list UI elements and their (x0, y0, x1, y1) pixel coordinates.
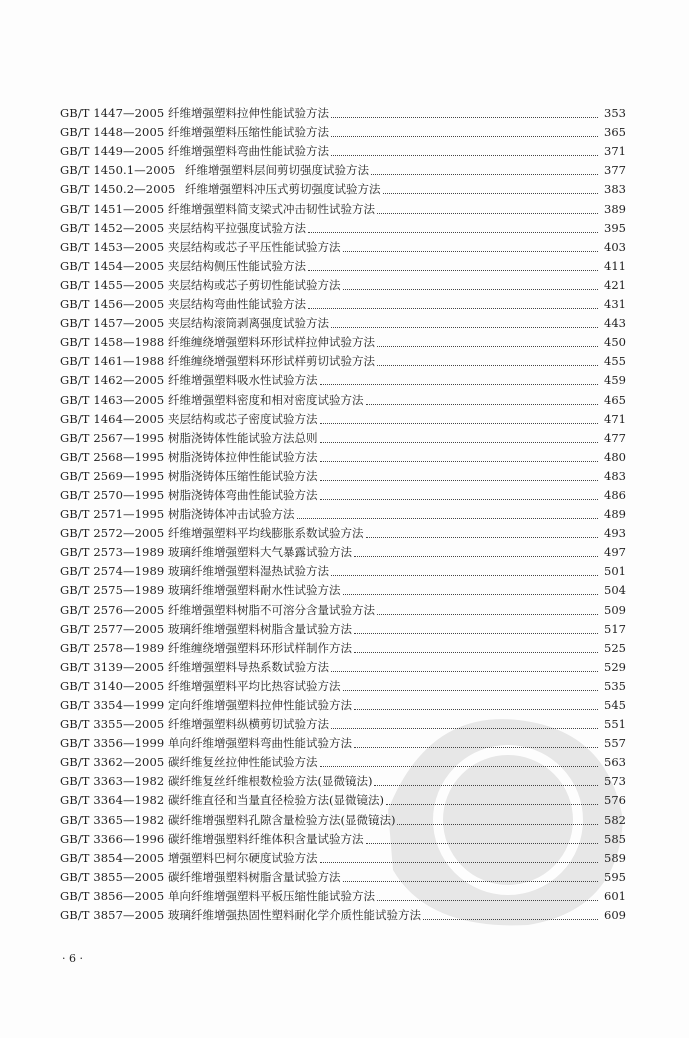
toc-entry (60, 830, 626, 849)
page-ref: 529 (604, 659, 626, 674)
standard-code: GB/T 3354—1999 (60, 698, 165, 712)
toc-entry (60, 696, 626, 715)
page-ref: 601 (604, 888, 626, 903)
toc-entry (60, 753, 626, 772)
page-ref: 377 (604, 163, 626, 178)
dot-leader (331, 154, 598, 156)
page-ref: 589 (604, 850, 626, 865)
page-ref: 489 (604, 507, 626, 522)
toc-entry (60, 295, 626, 314)
standard-title: 纤维增强塑料冲压式剪切强度试验方法 (185, 182, 381, 197)
standard-code: GB/T 1448—2005 (60, 125, 165, 140)
standard-title: 夹层结构平拉强度试验方法 (168, 220, 306, 235)
toc-entry (60, 715, 626, 734)
page-number: · 6 · (62, 952, 83, 965)
page-ref: 465 (604, 392, 626, 407)
standard-code: GB/T 1452—2005 (60, 220, 165, 235)
toc-entry (60, 333, 626, 352)
dot-leader (366, 536, 599, 538)
toc-entry (60, 467, 626, 486)
page-ref: 459 (604, 373, 626, 388)
standard-title: 纤维增强塑料纵横剪切试验方法 (168, 717, 329, 732)
page-ref: 421 (604, 277, 626, 292)
dot-leader (354, 651, 598, 653)
toc-entry (60, 620, 626, 639)
toc-entry (60, 314, 626, 333)
standard-title: 纤维增强塑料压缩性能试验方法 (168, 125, 329, 140)
dot-leader (320, 861, 599, 863)
page-ref: 480 (604, 449, 626, 464)
standard-code: GB/T 2571—1995 (60, 507, 165, 522)
standard-title: 玻璃纤维增强塑料湿热试验方法 (168, 564, 329, 579)
dot-leader (297, 517, 599, 519)
standard-title: 玻璃纤维增强塑料耐水性试验方法 (168, 583, 341, 598)
standard-title: 夹层结构弯曲性能试验方法 (168, 297, 306, 312)
toc-entry (60, 410, 626, 429)
toc-entry (60, 142, 626, 161)
page-ref: 525 (604, 640, 626, 655)
dot-leader (377, 212, 598, 214)
standard-title: 纤维增强塑料平均比热容试验方法 (168, 678, 341, 693)
standard-title: 夹层结构或芯子密度试验方法 (168, 411, 318, 426)
standard-title: 纤维增强塑料吸水性试验方法 (168, 373, 318, 388)
dot-leader (343, 593, 599, 595)
page-ref: 493 (604, 526, 626, 541)
standard-code: GB/T 3854—2005 (60, 850, 165, 865)
standard-code: GB/T 1450.2—2005 (60, 182, 176, 197)
dot-leader (354, 632, 598, 634)
standard-code: GB/T 2574—1989 (60, 564, 165, 579)
dot-leader (343, 288, 599, 290)
standard-title: 碳纤维直径和当量直径检验方法(显微镜法) (168, 793, 384, 808)
toc-entry (60, 849, 626, 868)
page-ref: 383 (604, 182, 626, 197)
page-ref: 353 (604, 106, 626, 121)
page-ref: 443 (604, 316, 626, 331)
dot-leader (374, 784, 598, 786)
page-ref: 504 (604, 583, 626, 598)
standard-title: 纤维缠绕增强塑料环形试样制作方法 (168, 640, 352, 655)
standard-code: GB/T 2575—1989 (60, 583, 165, 598)
toc-entry (60, 486, 626, 505)
standard-code: GB/T 3355—2005 (60, 717, 165, 732)
page-ref: 576 (604, 793, 626, 808)
standard-title: 夹层结构侧压性能试验方法 (168, 258, 306, 273)
standard-code: GB/T 3364—1982 (60, 793, 165, 808)
dot-leader (386, 803, 598, 805)
dot-leader (320, 765, 599, 767)
page-ref: 403 (604, 239, 626, 254)
dot-leader (377, 899, 598, 901)
standard-code: GB/T 1457—2005 (60, 316, 165, 331)
standard-title: 纤维增强塑料弯曲性能试验方法 (168, 144, 329, 159)
page-ref: 609 (604, 908, 626, 923)
toc-entry (60, 199, 626, 218)
page-ref: 395 (604, 220, 626, 235)
standard-title: 单向纤维增强塑料平板压缩性能试验方法 (168, 888, 375, 903)
standard-code: GB/T 2569—1995 (60, 468, 165, 483)
page-ref: 551 (604, 717, 626, 732)
toc-entry (60, 543, 626, 562)
toc-entry (60, 906, 626, 925)
toc-entry (60, 505, 626, 524)
standard-code: GB/T 1449—2005 (60, 144, 165, 159)
standard-title: 定向纤维增强塑料拉伸性能试验方法 (168, 698, 352, 712)
toc-entry (60, 429, 626, 448)
dot-leader (331, 727, 598, 729)
toc-entry (60, 868, 626, 887)
page-ref: 585 (604, 831, 626, 846)
standard-title: 纤维增强塑料树脂不可溶分含量试验方法 (168, 602, 375, 617)
dot-leader (366, 842, 599, 844)
dot-leader (343, 689, 599, 691)
standard-code: GB/T 1462—2005 (60, 373, 165, 388)
dot-leader (423, 918, 598, 920)
standard-code: GB/T 2576—2005 (60, 602, 165, 617)
standard-code: GB/T 2573—1989 (60, 545, 165, 560)
standard-code: GB/T 2572—2005 (60, 526, 165, 541)
standard-title: 树脂浇铸体性能试验方法总则 (168, 430, 318, 445)
standard-code: GB/T 1461—1988 (60, 354, 165, 369)
standard-title: 夹层结构或芯子剪切性能试验方法 (168, 277, 341, 292)
dot-leader (320, 422, 599, 424)
standard-code: GB/T 1450.1—2005 (60, 163, 176, 178)
page-ref: 573 (604, 774, 626, 789)
standard-title: 碳纤维复丝拉伸性能试验方法 (168, 755, 318, 770)
standard-title: 纤维缠绕增强塑料环形试样剪切试验方法 (168, 354, 375, 369)
page-ref: 557 (604, 736, 626, 751)
dot-leader (331, 670, 598, 672)
standard-code: GB/T 3139—2005 (60, 659, 165, 674)
standard-code: GB/T 3356—1999 (60, 736, 165, 751)
dot-leader (308, 307, 598, 309)
page-ref: 450 (604, 335, 626, 350)
page-ref: 371 (604, 144, 626, 159)
dot-leader (343, 880, 599, 882)
dot-leader (320, 383, 599, 385)
standard-title: 碳纤维复丝纤维根数检验方法(显微镜法) (168, 774, 373, 789)
standard-title: 夹层结构滚筒剥离强度试验方法 (168, 316, 329, 331)
standard-title: 纤维增强塑料平均线膨胀系数试验方法 (168, 526, 364, 541)
standard-code: GB/T 3140—2005 (60, 678, 165, 693)
page-ref: 486 (604, 487, 626, 502)
page-ref: 509 (604, 602, 626, 617)
toc-entry (60, 810, 626, 829)
toc-entry (60, 123, 626, 142)
standard-code: GB/T 2570—1995 (60, 487, 165, 502)
toc-entry (60, 887, 626, 906)
toc-entry (60, 352, 626, 371)
dot-leader (331, 326, 598, 328)
table-of-contents (60, 104, 626, 925)
page-ref: 471 (604, 411, 626, 426)
toc-entry (60, 677, 626, 696)
standard-code: GB/T 3857—2005 (60, 908, 165, 923)
standard-title: 树脂浇铸体冲击试验方法 (168, 507, 295, 522)
toc-entry (60, 581, 626, 600)
standard-code: GB/T 1458—1988 (60, 335, 165, 350)
standard-code: GB/T 3856—2005 (60, 888, 165, 903)
standard-title: 纤维增强塑料简支梁式冲击韧性试验方法 (168, 201, 375, 216)
standard-code: GB/T 1464—2005 (60, 411, 165, 426)
standard-title: 碳纤维增强塑料树脂含量试验方法 (168, 869, 341, 884)
toc-entry (60, 639, 626, 658)
toc-entry (60, 562, 626, 581)
standard-code: GB/T 2567—1995 (60, 430, 165, 445)
standard-title: 玻璃纤维增强热固性塑料耐化学介质性能试验方法 (168, 908, 421, 923)
page-ref: 389 (604, 201, 626, 216)
standard-code: GB/T 3365—1982 (60, 812, 165, 827)
standard-title: 纤维增强塑料导热系数试验方法 (168, 659, 329, 674)
standard-code: GB/T 2568—1995 (60, 449, 165, 464)
page-ref: 477 (604, 430, 626, 445)
toc-entry (60, 161, 626, 180)
standard-code: GB/T 1463—2005 (60, 392, 165, 407)
standard-code: GB/T 1455—2005 (60, 277, 165, 292)
dot-leader (377, 364, 598, 366)
standard-code: GB/T 1447—2005 (60, 106, 165, 121)
standard-title: 纤维增强塑料拉伸性能试验方法 (168, 106, 329, 121)
page-ref: 455 (604, 354, 626, 369)
dot-leader (354, 708, 598, 710)
dot-leader (354, 746, 598, 748)
dot-leader (320, 441, 599, 443)
standard-title: 单向纤维增强塑料弯曲性能试验方法 (168, 736, 352, 751)
toc-entry (60, 238, 626, 257)
dot-leader (377, 345, 598, 347)
toc-entry (60, 658, 626, 677)
standard-code: GB/T 2578—1989 (60, 640, 165, 655)
dot-leader (397, 823, 598, 825)
dot-leader (308, 231, 598, 233)
toc-entry (60, 772, 626, 791)
dot-leader (383, 192, 599, 194)
standard-title: 碳纤维增强塑料孔隙含量检验方法(显微镜法) (168, 812, 396, 827)
page-ref: 431 (604, 297, 626, 312)
toc-entry (60, 180, 626, 199)
standard-code: GB/T 3366—1996 (60, 831, 165, 846)
standard-code: GB/T 2577—2005 (60, 621, 165, 636)
standard-title: 玻璃纤维增强塑料大气暴露试验方法 (168, 545, 352, 560)
page-ref: 582 (604, 812, 626, 827)
dot-leader (343, 250, 599, 252)
standard-title: 纤维缠绕增强塑料环形试样拉伸试验方法 (168, 335, 375, 350)
standard-title: 夹层结构或芯子平压性能试验方法 (168, 239, 341, 254)
standard-code: GB/T 1454—2005 (60, 258, 165, 273)
page-ref: 501 (604, 564, 626, 579)
dot-leader (354, 555, 598, 557)
toc-entry (60, 734, 626, 753)
dot-leader (308, 269, 598, 271)
toc-entry (60, 390, 626, 409)
standard-code: GB/T 3363—1982 (60, 774, 165, 789)
page-ref: 595 (604, 869, 626, 884)
dot-leader (331, 116, 598, 118)
page-ref: 517 (604, 621, 626, 636)
page-ref: 365 (604, 125, 626, 140)
standard-title: 纤维增强塑料层间剪切强度试验方法 (185, 163, 369, 178)
standard-title: 玻璃纤维增强塑料树脂含量试验方法 (168, 621, 352, 636)
page-ref: 497 (604, 545, 626, 560)
standard-code: GB/T 3855—2005 (60, 869, 165, 884)
page-ref: 545 (604, 698, 626, 712)
dot-leader (366, 403, 599, 405)
toc-entry (60, 791, 626, 810)
dot-leader (331, 135, 598, 137)
standard-title: 树脂浇铸体压缩性能试验方法 (168, 468, 318, 483)
standard-title: 增强塑料巴柯尔硬度试验方法 (168, 850, 318, 865)
toc-entry (60, 371, 626, 390)
standard-title: 纤维增强塑料密度和相对密度试验方法 (168, 392, 364, 407)
toc-entry (60, 104, 626, 123)
page-ref: 563 (604, 755, 626, 770)
standard-title: 碳纤维增强塑料纤维体积含量试验方法 (168, 831, 364, 846)
dot-leader (371, 173, 598, 175)
toc-entry (60, 600, 626, 619)
dot-leader (320, 460, 599, 462)
page-ref: 535 (604, 678, 626, 693)
toc-entry (60, 276, 626, 295)
page-ref: 411 (604, 258, 626, 273)
standard-code: GB/T 1453—2005 (60, 239, 165, 254)
dot-leader (320, 479, 599, 481)
toc-entry (60, 219, 626, 238)
dot-leader (320, 498, 599, 500)
standard-code: GB/T 1451—2005 (60, 201, 165, 216)
toc-entry (60, 448, 626, 467)
toc-entry (60, 524, 626, 543)
toc-entry (60, 257, 626, 276)
standard-code: GB/T 1456—2005 (60, 297, 165, 312)
standard-title: 树脂浇铸体拉伸性能试验方法 (168, 449, 318, 464)
standard-title: 树脂浇铸体弯曲性能试验方法 (168, 487, 318, 502)
dot-leader (331, 574, 598, 576)
standard-code: GB/T 3362—2005 (60, 755, 165, 770)
dot-leader (377, 613, 598, 615)
page-ref: 483 (604, 468, 626, 483)
